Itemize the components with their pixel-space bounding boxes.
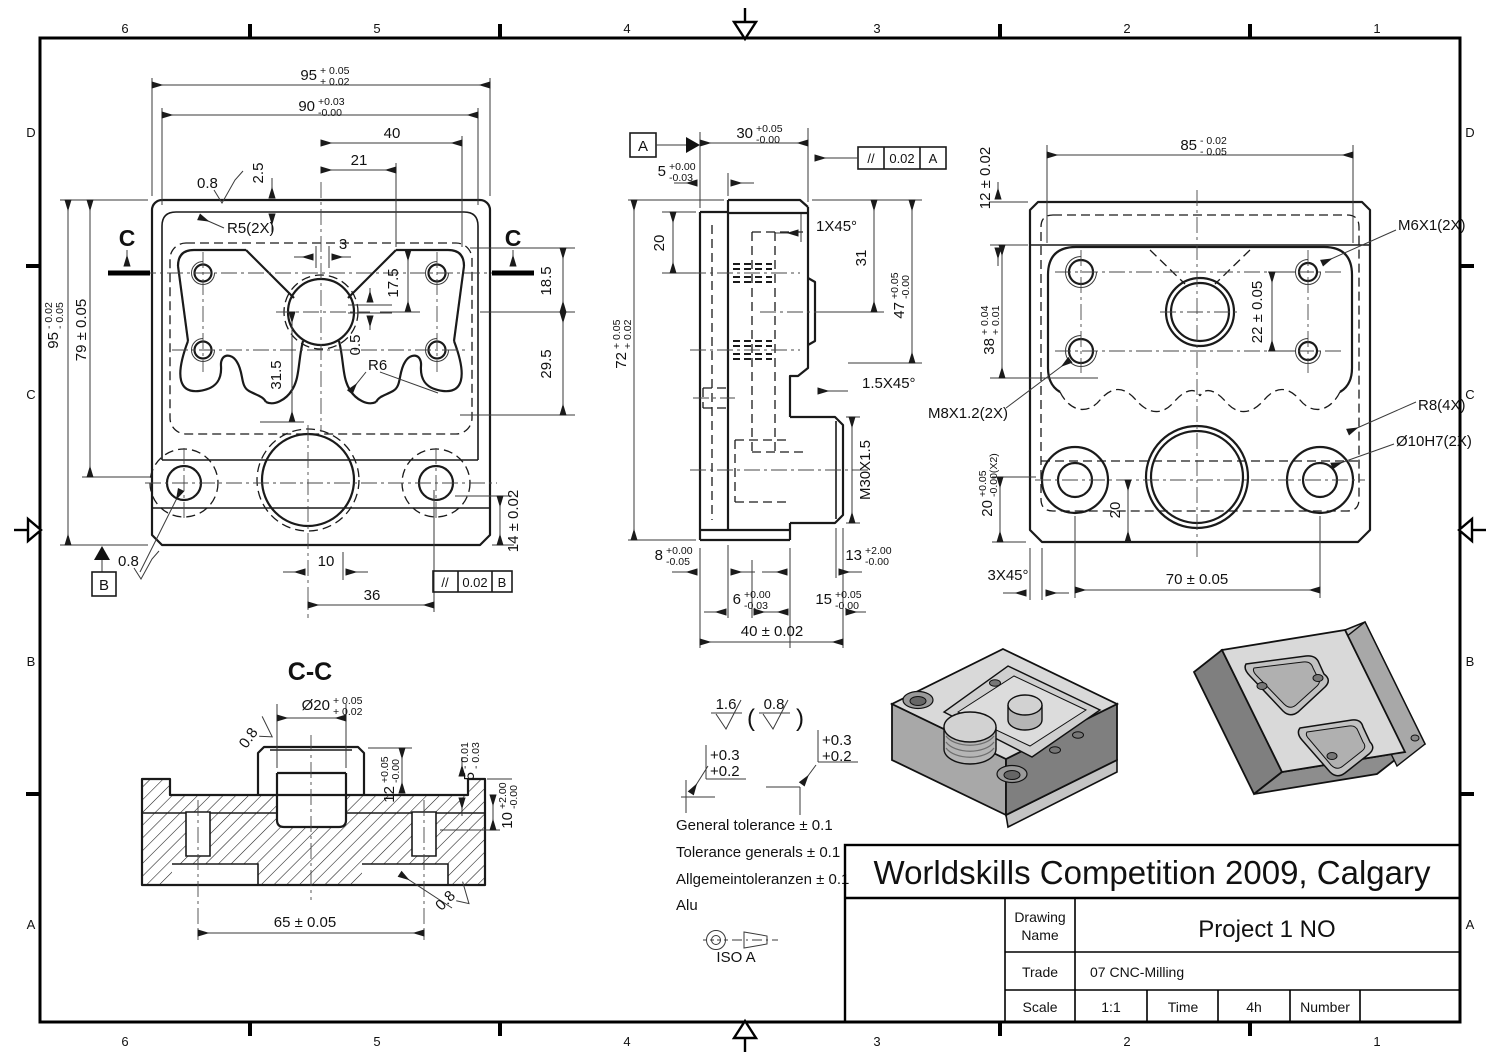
dim-text: 90 [298,98,315,115]
dim-tol-upper: - 0.01 [459,742,471,769]
dim-14: 14 ± 0.02 [505,489,522,553]
dim-6-tol [733,589,771,612]
dim-15-tol [815,589,861,612]
dim-tol-upper: +2.00 [497,782,509,809]
datum-letter: B [98,577,110,594]
dim-text: 20 [979,500,996,517]
dim-tol-lower: + 0.02 [320,76,350,88]
thread-m8: M8X1.2(2X) [927,405,1008,422]
dim-tol-lower: -0.00 [900,275,912,299]
edge-upper: +0.3 [822,732,852,749]
dim-20: 20 [651,234,668,252]
feature-control-frame-b [433,571,512,592]
note-allgemeintoleranzen: Allgemeintoleranzen ± 0.1 [676,871,850,888]
zone-row: B [26,654,36,669]
dim-text: 12 [381,786,398,803]
scale-label: Scale [1022,999,1058,1015]
dim-tol-lower: -0.00 [318,107,342,119]
fcf-datum: B [497,575,507,590]
dim-2-5: 2.5 [250,162,267,184]
surface-finish-icon [118,490,181,579]
dim-text: 15 [815,591,832,608]
dim-text: 95 [300,67,317,84]
dim-31-5: 31.5 [268,360,285,390]
zone-col: 4 [623,1034,631,1049]
dim-tol-upper: +0.00 [666,545,693,557]
radius-r6: R6 [368,357,388,374]
time-label: Time [1167,999,1199,1015]
dim-12: 12 ± 0.02 [977,146,994,210]
dim-20: 20 [1107,501,1124,519]
dim-65: 65 ± 0.05 [273,914,337,931]
dim-tol-upper: + 0.04 [979,305,991,335]
finish-value: 0.8 [118,553,139,570]
iso-cylinder-boss [1008,695,1042,730]
center-mark-right-icon [1459,519,1486,541]
dim-tol-lower: + 0.02 [333,706,363,718]
datum-letter: A [637,138,649,155]
section-title: C-C [287,658,333,686]
fcf-tolerance: 0.02 [462,575,488,590]
dim-text: 95 [45,332,62,349]
fcf-symbol: // [441,575,449,590]
dim-tol-lower: -0.03 [669,172,693,184]
feature-control-frame-a [815,147,946,169]
trade-value: 07 CNC-Milling [1090,964,1185,980]
zone-col: 3 [873,21,881,36]
chamfer-1x45: 1X45° [816,218,858,235]
drawing-name-label: Name [1021,927,1059,943]
edge-tolerance-icon [766,730,858,815]
dim-40: 40 ± 0.02 [740,623,804,640]
center-mark-bottom-icon [734,1021,756,1052]
finish-value: 0.8 [763,696,785,713]
dim-tol-upper: +2.00 [865,545,892,557]
dim-tol-lower: -0.00(X2) [988,453,1000,497]
dim-tol-lower: -0.05 [666,556,690,568]
datum-b [92,546,116,596]
dim-40: 40 [383,125,401,142]
dim-tol-upper: + 0.05 [611,319,623,349]
finish-value: 1.6 [715,696,737,713]
dim-tol-lower: + 0.02 [622,319,634,349]
time-value: 4h [1246,999,1262,1015]
fcf-tolerance: 0.02 [889,151,915,166]
dim-text: 8 [654,547,663,564]
iso-view-back [1194,622,1425,794]
fcf-datum: A [928,151,938,166]
dim-tol-upper: - 0.02 [1200,135,1227,147]
dim-5-tol [459,742,482,780]
chamfer-3x45: 3X45° [987,567,1029,584]
edge-upper: +0.3 [710,747,740,764]
paren-close: ) [796,705,804,732]
dim-36: 36 [363,587,381,604]
dim-tol-lower: -0.00 [865,556,889,568]
dim-tol-upper: +0.05 [756,123,783,135]
dim-tol-lower: - 0.03 [470,742,482,769]
projection-label: ISO A [716,949,756,966]
dim-17-5: 17.5 [385,268,402,298]
drawing-name-value: Project 1 NO [1198,916,1336,943]
dim-21: 21 [350,152,368,169]
finish-value: 0.8 [235,724,262,752]
dim-tol-lower: -0.00 [756,134,780,146]
dim-70: 70 ± 0.05 [1165,571,1229,588]
iso-threaded-boss [944,712,996,764]
hole-10h7: Ø10H7(2X) [1396,433,1472,450]
chamfer-1-5x45: 1.5X45° [862,375,916,392]
radius-r8: R8(4X) [1418,397,1466,414]
section-view [142,658,520,940]
dim-29-5: 29.5 [538,349,555,379]
thread-m30: M30X1.5 [857,439,874,501]
dim-tol-lower: - 0.05 [54,302,66,329]
dim-tol-upper: + 0.05 [333,695,363,707]
zone-row: C [26,387,36,402]
zone-row: A [1465,917,1475,932]
dim-tol-upper: +0.05 [379,756,391,783]
dim-text: 13 [845,547,862,564]
dim-text: 47 [891,302,908,319]
dim-tol-upper: +0.05 [889,272,901,299]
dim-text: 72 [613,352,630,369]
edge-lower: +0.2 [822,748,852,765]
section-label: C [118,225,136,251]
zone-col: 4 [623,21,631,36]
title-block [845,845,1460,1022]
front-view [43,65,575,618]
finish-value: 0.8 [197,175,218,192]
dim-tol-upper: +0.05 [977,470,989,497]
edge-tolerance-icon [681,745,746,813]
edge-lower: +0.2 [710,763,740,780]
dim-o20-tol [302,695,363,718]
zone-col: 5 [373,21,381,36]
dim-text: 38 [981,338,998,355]
projection-symbol-icon [703,931,778,950]
zone-col: 6 [121,1034,129,1049]
surface-finish-general-icon [711,696,804,732]
fcf-symbol: // [867,151,875,166]
dim-0-5: 0.5 [347,334,364,356]
number-label: Number [1300,999,1350,1015]
dim-10-tol [497,782,520,828]
zone-col: 2 [1123,1034,1131,1049]
dim-tol-lower: - 0.05 [1200,146,1227,158]
back-view [927,135,1475,600]
zone-row: D [26,125,36,140]
dim-text: Ø20 [301,697,330,714]
dim-text: 5 [461,772,478,781]
dim-47-tol [889,272,912,318]
dim-tol-upper: +0.05 [835,589,862,601]
zone-col: 3 [873,1034,881,1049]
title-block-title: Worldskills Competition 2009, Calgary [873,854,1431,891]
dim-8-tol [655,545,693,568]
dim-text: 30 [736,125,753,142]
dim-text: 10 [499,812,516,829]
datum-a [630,133,700,157]
zone-col: 1 [1373,1034,1381,1049]
zone-row: A [26,917,36,932]
dim-tol-lower: -0.03 [744,600,768,612]
thread-m6: M6X1(2X) [1398,217,1466,234]
dim-tol-upper: - 0.02 [43,302,55,329]
dim-tol-upper: + 0.05 [320,65,350,77]
dim-20x2-tol [977,453,1000,516]
drawing-name-label: Drawing [1014,909,1066,925]
dim-tol-lower: + 0.01 [990,305,1002,335]
note-tolerance-generals: Tolerance generals ± 0.1 [676,844,841,861]
dim-95h-tol [43,302,66,349]
bore-holes [1042,426,1353,528]
dim-tol-lower: -0.00 [508,785,520,809]
dim-10: 10 [317,553,335,570]
dim-31: 31 [853,249,870,267]
dim-tol-lower: -0.00 [835,600,859,612]
dim-38-tol [979,305,1002,354]
zone-row: B [1465,654,1475,669]
dim-79: 79 ± 0.05 [73,298,90,362]
zone-col: 1 [1373,21,1381,36]
note-general-tolerance: General tolerance ± 0.1 [676,817,833,834]
dim-5-tol [658,161,696,184]
iso-view-top [892,649,1117,827]
dim-tol-upper: +0.00 [669,161,696,173]
trade-label: Trade [1021,964,1059,980]
dim-3: 3 [338,236,348,253]
section-label: C [504,225,522,251]
surface-finish-icon [197,171,243,203]
scale-value: 1:1 [1101,999,1121,1015]
zone-row: C [1465,387,1475,402]
dim-22: 22 ± 0.05 [1249,280,1266,344]
radius-r5: R5(2X) [227,220,275,237]
dim-text: 85 [1180,137,1197,154]
dim-tol-lower: -0.00 [390,759,402,783]
dim-text: 6 [732,591,741,608]
side-view [611,123,946,648]
dim-13-tol [845,545,891,568]
center-mark-top-icon [734,8,756,39]
note-material: Alu [676,897,698,914]
dim-tol-upper: +0.00 [744,589,771,601]
center-mark-left-icon [14,519,41,541]
dim-18-5: 18.5 [538,266,555,296]
zone-col: 2 [1123,21,1131,36]
zone-col: 6 [121,21,129,36]
dim-72-tol [611,319,634,368]
dim-90-tol [298,96,344,119]
finish-value: 0.8 [432,887,459,915]
dim-text: 5 [657,163,666,180]
paren-open: ( [747,705,755,732]
zone-row: D [1465,125,1475,140]
general-notes [676,696,858,966]
dim-tol-upper: +0.03 [318,96,345,108]
zone-col: 5 [373,1034,381,1049]
